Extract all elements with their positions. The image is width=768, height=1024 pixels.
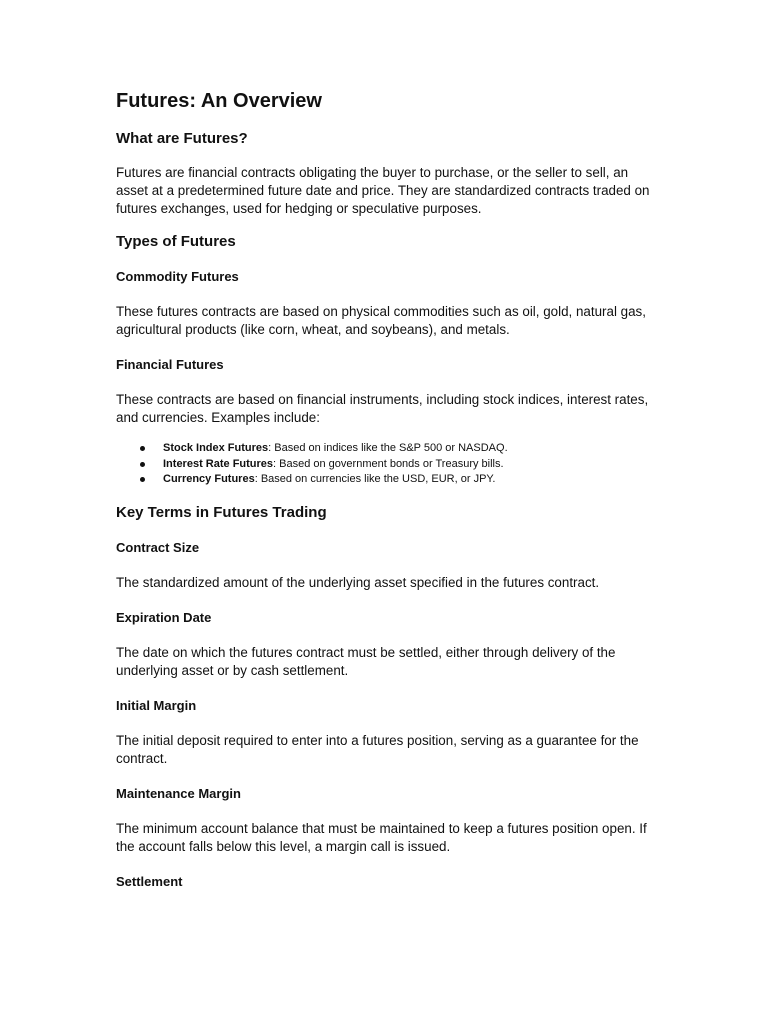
document-page bbox=[116, 86, 656, 891]
heading-initial-margin: Initial Margin bbox=[116, 697, 197, 713]
financial-futures-examples-list bbox=[116, 441, 656, 488]
bullet-term: Stock Index Futures bbox=[163, 442, 269, 454]
heading-expiration-date: Expiration Date bbox=[116, 609, 212, 625]
paragraph-what-are-futures: Futures are financial contracts obligating the buyer to purchase, or the seller to sell, an asset at a predetermined future date and price. They are standardized contracts traded on futures exchanges, used for hedging or speculative purposes. bbox=[116, 165, 650, 216]
paragraph-contract-size: The standardized amount of the underlying asset specified in the futures contract. bbox=[116, 574, 600, 590]
heading-commodity-futures: Commodity Futures bbox=[116, 269, 239, 284]
list-item bbox=[116, 457, 656, 473]
heading-maintenance-margin: Maintenance Margin bbox=[116, 785, 241, 801]
bullet-description: : Based on currencies like the USD, EUR, or JPY. bbox=[254, 473, 496, 485]
paragraph-financial-futures: These contracts are based on financial instruments, including stock indices, interest rates, and currencies. Examples include: bbox=[116, 392, 649, 425]
bullet-icon bbox=[140, 446, 145, 451]
heading-what-are-futures: What are Futures? bbox=[116, 130, 248, 147]
heading-types-of-futures: Types of Futures bbox=[116, 233, 236, 250]
heading-key-terms: Key Terms in Futures Trading bbox=[116, 503, 327, 521]
heading-settlement: Settlement bbox=[116, 873, 183, 889]
paragraph-maintenance-margin: The minimum account balance that must be maintained to keep a futures position open. If the account falls below this level, a margin call is issued. bbox=[116, 820, 647, 854]
bullet-description: : Based on government bonds or Treasury bills. bbox=[273, 457, 504, 470]
bullet-description: : Based on indices like the S&P 500 or NASDAQ. bbox=[268, 442, 508, 454]
heading-financial-futures: Financial Futures bbox=[116, 357, 224, 372]
heading-contract-size: Contract Size bbox=[116, 539, 200, 555]
document-title: Futures: An Overview bbox=[116, 90, 322, 112]
bullet-term: Currency Futures bbox=[163, 473, 255, 485]
bullet-icon bbox=[140, 462, 145, 467]
bullet-term: Interest Rate Futures bbox=[163, 457, 274, 470]
list-item bbox=[116, 472, 656, 488]
paragraph-commodity-futures: These futures contracts are based on physical commodities such as oil, gold, natural gas, agricultural products (like corn, wheat, and soybeans), and metals. bbox=[116, 304, 646, 337]
list-item bbox=[116, 441, 656, 457]
paragraph-expiration-date: The date on which the futures contract must be settled, either through delivery of the underlying asset or by cash settlement. bbox=[116, 644, 616, 678]
bullet-icon bbox=[140, 477, 145, 482]
paragraph-initial-margin: The initial deposit required to enter into a futures position, serving as a guarantee for the contract. bbox=[116, 732, 639, 766]
